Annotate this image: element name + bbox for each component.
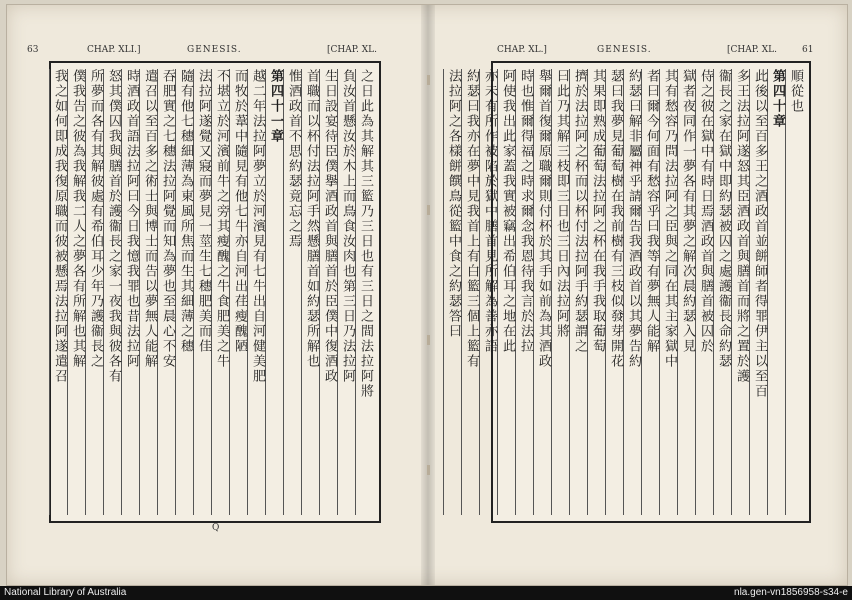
text-column: 所夢而各有其解彼處有希伯耳少年乃護衞長之: [85, 69, 104, 515]
text-column: 約瑟曰我亦在夢中見我首上有白籃三個上籃有: [461, 69, 480, 515]
text-column: 之日此為其解其三籃乃三日也有三日之間法拉阿將: [355, 69, 374, 515]
chapter-label: [CHAP. XL.: [327, 45, 377, 55]
text-column: 順從也: [785, 69, 804, 515]
page-number: 61: [802, 45, 814, 55]
text-column: 其有愁容乃問法拉阿之臣與之同在其主家獄中: [659, 69, 678, 515]
binding-stitch: [427, 75, 430, 85]
binding-stitch: [427, 335, 430, 345]
text-column: 首職而以杯付法拉阿手然懸膳首如約瑟所解也: [301, 69, 320, 515]
text-column: 時也惟爾得福之時求爾念我恩待我言於法拉: [515, 69, 534, 515]
text-column: 我之如何即成我復原職而彼被懸焉法拉阿遂遣召: [49, 69, 68, 515]
text-column: 瑟曰我夢見葡萄樹在我前樹有三枝似發芽開花: [605, 69, 624, 515]
text-column: 吞肥實之七穗法拉阿覺而知為夢也至晨心不安: [157, 69, 176, 515]
text-column: 惟酒政首不思約瑟竟忘之焉: [283, 69, 302, 515]
running-title: GENESIS.: [597, 45, 652, 55]
text-column: 越二年法拉阿夢立於河濱見有七牛出自河健美肥: [247, 69, 266, 515]
text-column: 約瑟曰解非屬神乎請爾告我酒政首以其夢告約: [623, 69, 642, 515]
text-column: 衞長之家在獄中即約瑟被囚之處護衞長命約瑟: [713, 69, 732, 515]
text-frame: [446, 61, 811, 523]
text-frame: [49, 61, 381, 523]
chapter-label: [CHAP. XL.: [727, 45, 777, 55]
text-column: 隨有他七穗細薄為東風所焦而生其細薄之穗: [175, 69, 194, 515]
text-column: 獄者夜同作一夢各有其夢之解次晨約瑟入見: [677, 69, 696, 515]
text-column: 負汝首懸汝於木上而鳥食汝肉也第三日乃法拉阿: [337, 69, 356, 515]
page-number: 63: [27, 45, 39, 55]
text-column: 多王法拉阿遂怒其臣酒政首與膳首而將之置於護: [731, 69, 750, 515]
book-spread: [6, 4, 848, 586]
text-column: 怒其僕囚我與膳首於護衞長之家一夜我與彼各有: [103, 69, 122, 515]
text-column: 時酒政首語法拉阿曰今日我憶我罪也昔法拉阿: [121, 69, 140, 515]
left-page-header: [27, 45, 397, 59]
left-page: [7, 5, 417, 585]
text-column: 者曰爾今何面有愁容乎曰我等有夢無人能解: [641, 69, 660, 515]
text-column: 擠於法拉阿之杯而以杯付法拉阿手約瑟謂之: [569, 69, 588, 515]
text-column: 舉爾首復爾原職爾則付杯於其手如前為其酒政: [533, 69, 552, 515]
text-column: 第四十章: [767, 69, 786, 515]
library-credit: National Library of Australia: [4, 587, 127, 598]
text-column: 其果即熟成葡萄法拉阿之杯在我手我取葡萄: [587, 69, 606, 515]
text-column: 法拉阿遂覺又寢而夢見一莖生七穗肥美而佳: [193, 69, 212, 515]
binding-stitch: [427, 205, 430, 215]
text-column: 亦未有所作被陷於獄中膳首見所解為善亦語: [479, 69, 498, 515]
right-page: [437, 5, 847, 585]
archive-footer: [0, 586, 852, 600]
chapter-label: CHAP. XL.]: [497, 45, 547, 55]
text-column: 不堪立於河濱前牛之旁其瘦醜之牛食肥美之牛: [211, 69, 230, 515]
book-gutter: [421, 5, 435, 585]
text-column: 此後以至百多王之酒政首並餅師者得罪伊主以至百: [749, 69, 768, 515]
running-title: GENESIS.: [187, 45, 242, 55]
text-column: 侍之彼在獄中有時日焉酒政首與膳首被囚於: [695, 69, 714, 515]
signature-mark: Q: [212, 523, 220, 533]
text-column: 第四十一章: [265, 69, 284, 515]
right-page-header: [457, 45, 827, 59]
text-column: 阿使我出此家蓋我實被竊出希伯耳之地在此: [497, 69, 516, 515]
image-identifier: nla.gen-vn1856958-s34-e: [734, 587, 848, 598]
text-column: 僕我告之彼為我解我二人之夢各有所解也其解: [67, 69, 86, 515]
binding-stitch: [427, 465, 430, 475]
text-column: 曰此乃其解三枝即三日也三日內法拉阿將: [551, 69, 570, 515]
text-column: 生日設宴待臣僕擧酒政首與膳首於臣僕中復酒政: [319, 69, 338, 515]
chapter-label: CHAP. XLI.]: [87, 45, 141, 55]
text-column: 遣召以至百多之術士與博士而告以夢無人能解: [139, 69, 158, 515]
text-column: 法拉阿之各樣餅饌鳥從籃中食之約瑟答曰: [443, 69, 462, 515]
text-column: 而牧於葦中隨見有他七牛亦自河出荏瘦醜陋: [229, 69, 248, 515]
